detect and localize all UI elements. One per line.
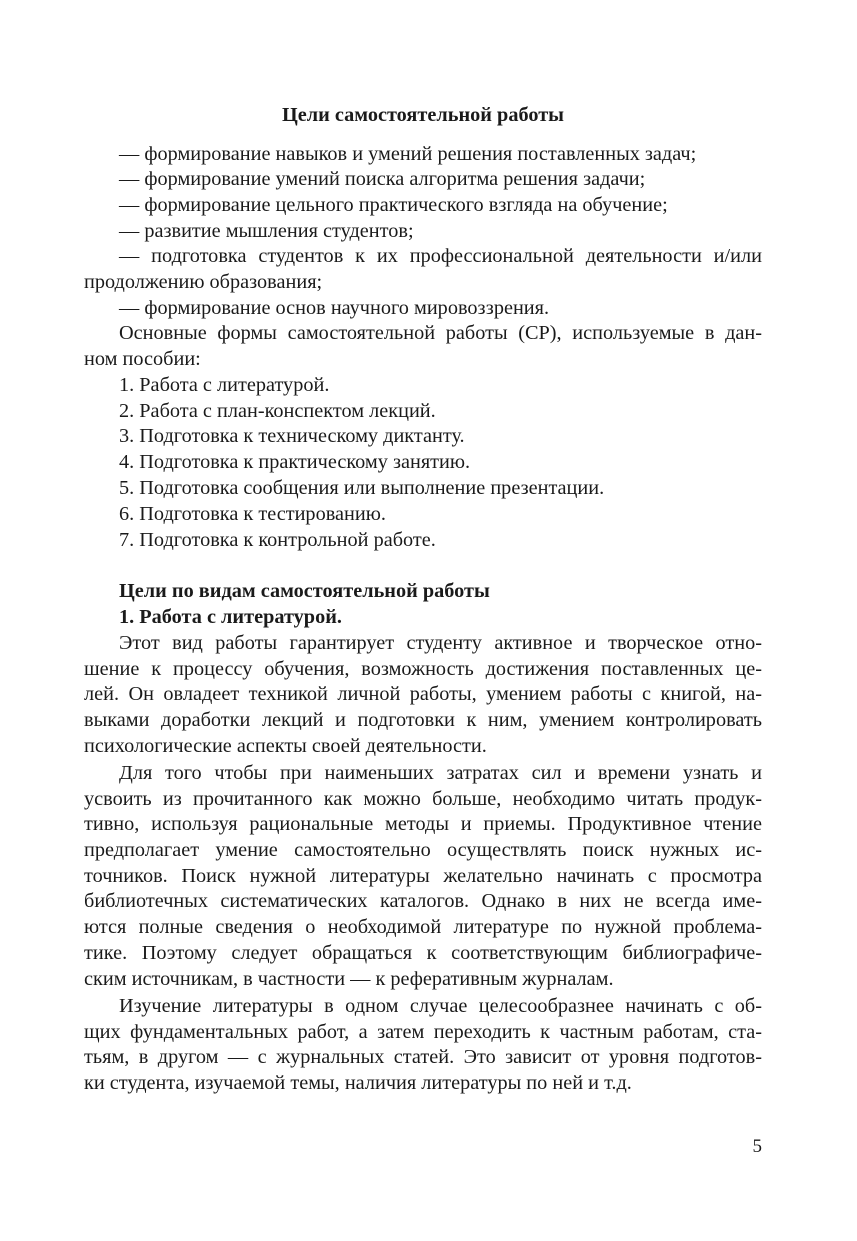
paragraph-line: тике. Поэтому следует обращаться к соответствующим библиографиче- bbox=[84, 942, 762, 964]
form-item: 2. Работа с план-конспектом лекций. bbox=[119, 400, 436, 422]
form-item: 6. Подготовка к тестированию. bbox=[119, 503, 386, 525]
goal-item: — формирование умений поиска алгоритма решения задачи; bbox=[119, 168, 646, 190]
form-item: 5. Подготовка сообщения или выполнение презентации. bbox=[119, 477, 605, 499]
paragraph-line: предполагает умение самостоятельно осуществлять поиск нужных ис- bbox=[84, 839, 762, 861]
paragraph-line: Изучение литературы в одном случае целесообразнее начинать с об- bbox=[119, 995, 762, 1017]
paragraph-line: Для того чтобы при наименьших затратах сил и времени узнать и bbox=[119, 762, 762, 784]
form-item: 3. Подготовка к техническому диктанту. bbox=[119, 425, 465, 447]
page-number: 5 bbox=[752, 1136, 762, 1157]
paragraph-line: ским источникам, в частности — к реферативным журналам. bbox=[84, 968, 614, 990]
goal-item: — подготовка студентов к их профессиональной деятельности и/или bbox=[119, 245, 762, 267]
form-item: 7. Подготовка к контрольной работе. bbox=[119, 529, 436, 551]
paragraph-line: тьям, в другом — с журнальных статей. Это зависит от уровня подготов- bbox=[84, 1046, 762, 1068]
paragraph-line: шение к процессу обучения, возможность достижения поставленных це- bbox=[84, 658, 762, 680]
forms-intro: ном пособии: bbox=[84, 348, 201, 370]
goal-item-continuation: продолжению образования; bbox=[84, 271, 323, 293]
heading-goals: Цели самостоятельной работы bbox=[281, 104, 565, 126]
paragraph-line: тивно, используя рациональные методы и приемы. Продуктивное чтение bbox=[84, 813, 762, 835]
paragraph-line: ки студента, изучаемой темы, наличия литературы по ней и т.д. bbox=[84, 1072, 632, 1094]
form-item: 1. Работа с литературой. bbox=[119, 374, 330, 396]
paragraph-line: Этот вид работы гарантирует студенту активное и творческое отно- bbox=[119, 632, 762, 654]
goal-item: — развитие мышления студентов; bbox=[119, 220, 414, 242]
paragraph-line: выками доработки лекций и подготовки к ним, умением контролировать bbox=[84, 709, 762, 731]
form-item: 4. Подготовка к практическому занятию. bbox=[119, 451, 471, 473]
goal-item: — формирование цельного практического взгляда на обучение; bbox=[119, 194, 668, 216]
paragraph-line: лей. Он овладеет техникой личной работы, умением работы с книгой, на- bbox=[84, 683, 762, 705]
heading-literature: 1. Работа с литературой. bbox=[119, 606, 342, 628]
paragraph-line: психологические аспекты своей деятельности. bbox=[84, 735, 487, 757]
goal-item: — формирование навыков и умений решения поставленных задач; bbox=[119, 143, 697, 165]
forms-intro: Основные формы самостоятельной работы (СР), используемые в дан- bbox=[119, 322, 762, 344]
paragraph-line: усвоить из прочитанного как можно больше, необходимо читать продук- bbox=[84, 788, 762, 810]
paragraph-line: библиотечных систематических каталогов. Однако в них не всегда име- bbox=[84, 890, 762, 912]
heading-goals-by-type: Цели по видам самостоятельной работы bbox=[119, 580, 490, 602]
paragraph-line: щих фундаментальных работ, а затем переходить к частным работам, ста- bbox=[84, 1021, 762, 1043]
goal-item: — формирование основ научного мировоззрения. bbox=[119, 297, 550, 319]
paragraph-line: ются полные сведения о необходимой литературе по нужной проблема- bbox=[84, 916, 762, 938]
paragraph-line: точников. Поиск нужной литературы желательно начинать с просмотра bbox=[84, 865, 762, 887]
